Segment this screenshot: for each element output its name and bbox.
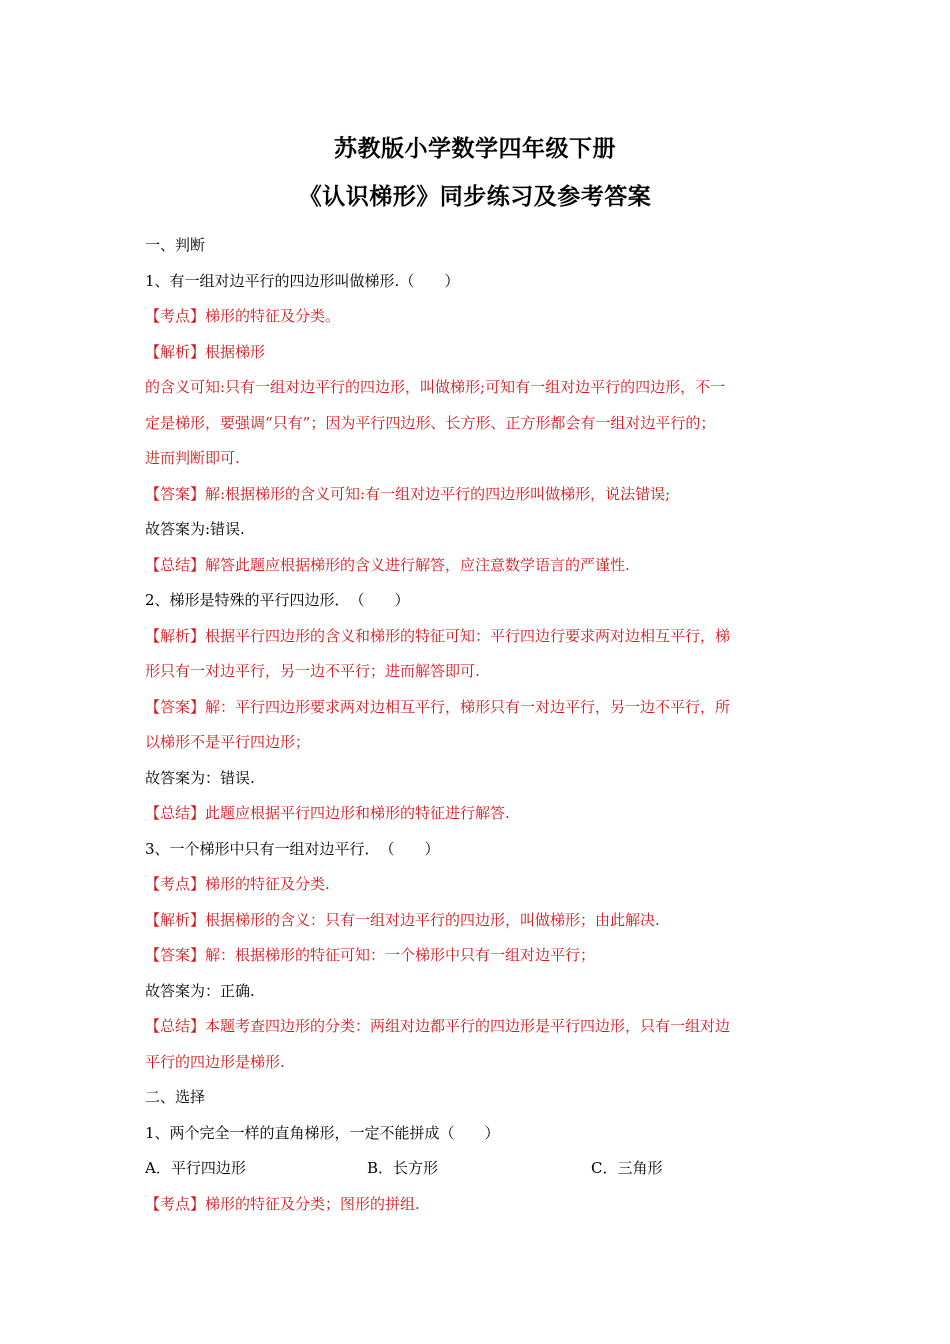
text-line: 1、有一组对边平行的四边形叫做梯形.（ ）: [145, 271, 460, 290]
text-line: 【考点】梯形的特征及分类.: [145, 875, 330, 893]
text-line: 2、梯形是特殊的平行四边形． （ ）: [145, 591, 410, 609]
text-line: 【总结】此题应根据平行四边形和梯形的特征进行解答.: [145, 804, 510, 822]
text-line: 【总结】本题考查四边形的分类：两组对边都平行的四边形是平行四边形，只有一组对边: [145, 1017, 731, 1035]
text-line: 【考点】梯形的特征及分类。: [145, 307, 341, 325]
text-line: 【答案】解:根据梯形的含义可知:有一组对边平行的四边形叫做梯形，说法错误;: [145, 484, 671, 503]
text-line: 故答案为：正确.: [145, 981, 255, 1000]
text-line: 故答案为:错误.: [145, 520, 245, 538]
document-title: 苏教版小学数学四年级下册: [334, 136, 616, 162]
text-line: 以梯形不是平行四边形；: [145, 733, 311, 751]
document-subtitle: 《认识梯形》同步练习及参考答案: [298, 184, 652, 210]
text-line: 一、判断: [145, 236, 206, 254]
option-c: C．三角形: [591, 1159, 663, 1177]
text-line: 进而判断即可.: [145, 449, 240, 467]
text-line: 的含义可知:只有一组对边平行的四边形，叫做梯形;可知有一组对边平行的四边形，不一: [145, 378, 726, 396]
text-line: 【答案】解：根据梯形的特征可知：一个梯形中只有一组对边平行；: [145, 946, 596, 964]
text-lines: [145, 228, 810, 1151]
text-line: 形只有一对边平行，另一边不平行；进而解答即可.: [145, 662, 480, 680]
text-line: 【解析】根据梯形: [145, 342, 266, 361]
text-line: 定是梯形，要强调“只有”；因为平行四边形、长方形、正方形都会有一组对边平行的；: [145, 413, 716, 432]
text-line: 3、一个梯形中只有一组对边平行． （ ）: [145, 839, 440, 858]
option-a: A．平行四边形: [145, 1159, 246, 1177]
document-body: [145, 228, 810, 1222]
option-b: B．长方形: [367, 1159, 439, 1177]
text-line-knowledge-point: 【考点】梯形的特征及分类；图形的拼组.: [145, 1194, 420, 1213]
text-line: 故答案为：错误.: [145, 768, 255, 787]
text-line: 【解析】根据梯形的含义：只有一组对边平行的四边形，叫做梯形；由此解决.: [145, 910, 660, 929]
text-line: 【解析】根据平行四边形的含义和梯形的特征可知：平行四边行要求两对边相互平行，梯: [145, 626, 731, 645]
text-line: 平行的四边形是梯形.: [145, 1052, 285, 1071]
text-line: 1、两个完全一样的直角梯形，一定不能拼成（ ）: [145, 1123, 500, 1142]
text-line: 【答案】解：平行四边形要求两对边相互平行，梯形只有一对边平行，另一边不平行，所: [145, 697, 731, 716]
text-line: 二、选择: [145, 1088, 206, 1106]
choice-options: [145, 1151, 810, 1187]
text-line: 【总结】解答此题应根据梯形的含义进行解答，应注意数学语言的严谨性.: [145, 555, 630, 574]
